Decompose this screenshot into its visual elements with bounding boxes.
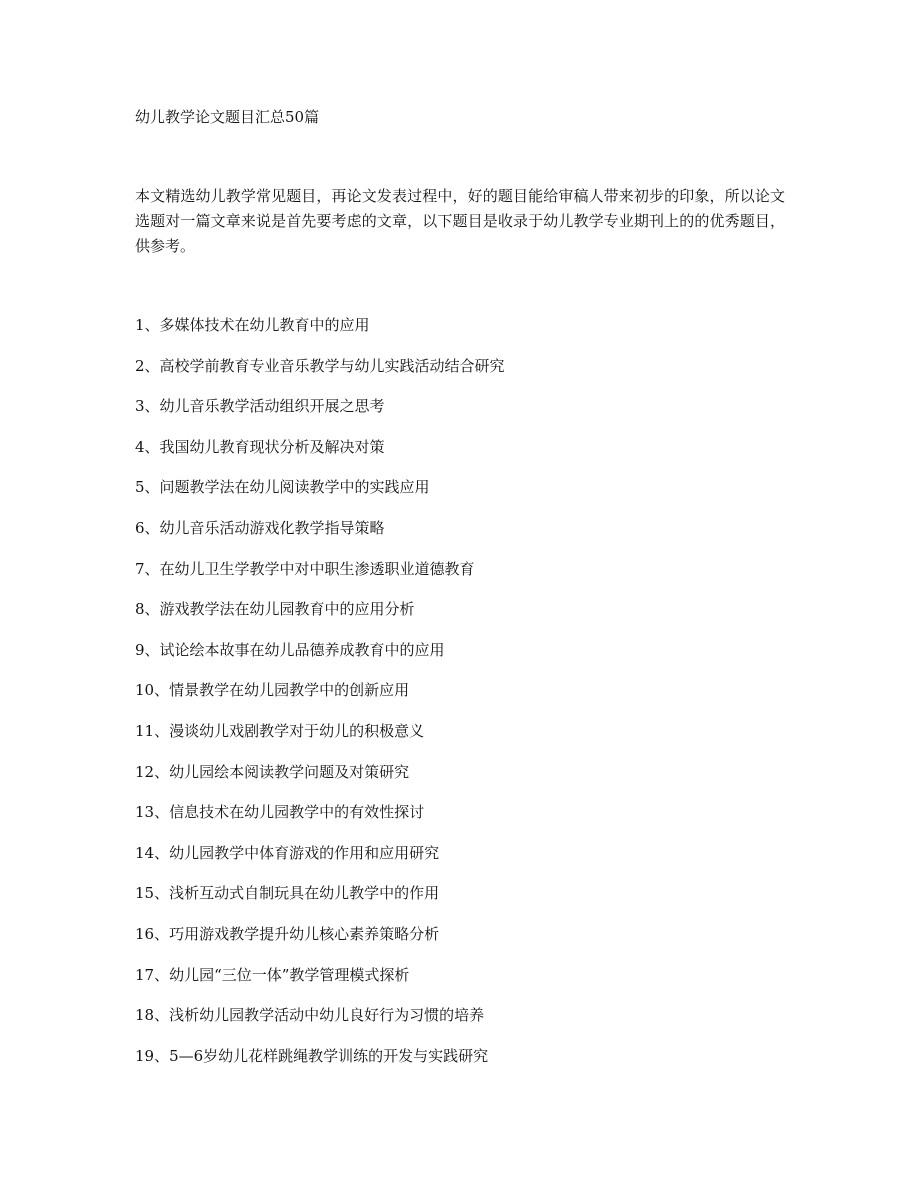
topic-item: 18、浅析幼儿园教学活动中幼儿良好行为习惯的培养 (135, 1006, 485, 1025)
topic-item: 5、问题教学法在幼儿阅读教学中的实践应用 (135, 478, 430, 497)
topic-item: 8、游戏教学法在幼儿园教育中的应用分析 (135, 600, 415, 619)
topic-item: 4、我国幼儿教育现状分析及解决对策 (135, 437, 385, 456)
topic-list (135, 314, 505, 1085)
topic-item: 14、幼儿园教学中体育游戏的作用和应用研究 (135, 843, 440, 862)
topic-item: 1、多媒体技术在幼儿教育中的应用 (135, 316, 370, 334)
topic-item: 13、信息技术在幼儿园教学中的有效性探讨 (135, 803, 425, 822)
document-title: 幼儿教学论文题目汇总50篇 (135, 108, 320, 126)
topic-item: 2、高校学前教育专业音乐教学与幼儿实践活动结合研究 (135, 356, 505, 375)
topic-item: 3、幼儿音乐教学活动组织开展之思考 (135, 397, 385, 416)
topic-item: 7、在幼儿卫生学教学中对中职生渗透职业道德教育 (135, 559, 475, 578)
topic-item: 9、试论绘本故事在幼儿品德养成教育中的应用 (135, 640, 445, 659)
topic-item: 10、情景教学在幼儿园教学中的创新应用 (135, 681, 410, 700)
topic-item: 16、巧用游戏教学提升幼儿核心素养策略分析 (135, 924, 440, 943)
intro-paragraph: 本文精选幼儿教学常见题目，再论文发表过程中，好的题目能给审稿人带来初步的印象，所以论文选题对一篇文章来说是首先要考虑的文章，以下题目是收录于幼儿教学专业期刊上的的优秀题目，供参考。 (135, 187, 785, 255)
topic-item: 12、幼儿园绘本阅读教学问题及对策研究 (135, 762, 410, 781)
topic-item: 15、浅析互动式自制玩具在幼儿教学中的作用 (135, 884, 440, 903)
topic-item: 19、5—6岁幼儿花样跳绳教学训练的开发与实践研究 (135, 1046, 489, 1065)
topic-item: 6、幼儿音乐活动游戏化教学指导策略 (135, 518, 385, 537)
topic-item: 11、漫谈幼儿戏剧教学对于幼儿的积极意义 (135, 721, 425, 740)
topic-item: 17、幼儿园“三位一体”教学管理模式探析 (135, 965, 410, 984)
